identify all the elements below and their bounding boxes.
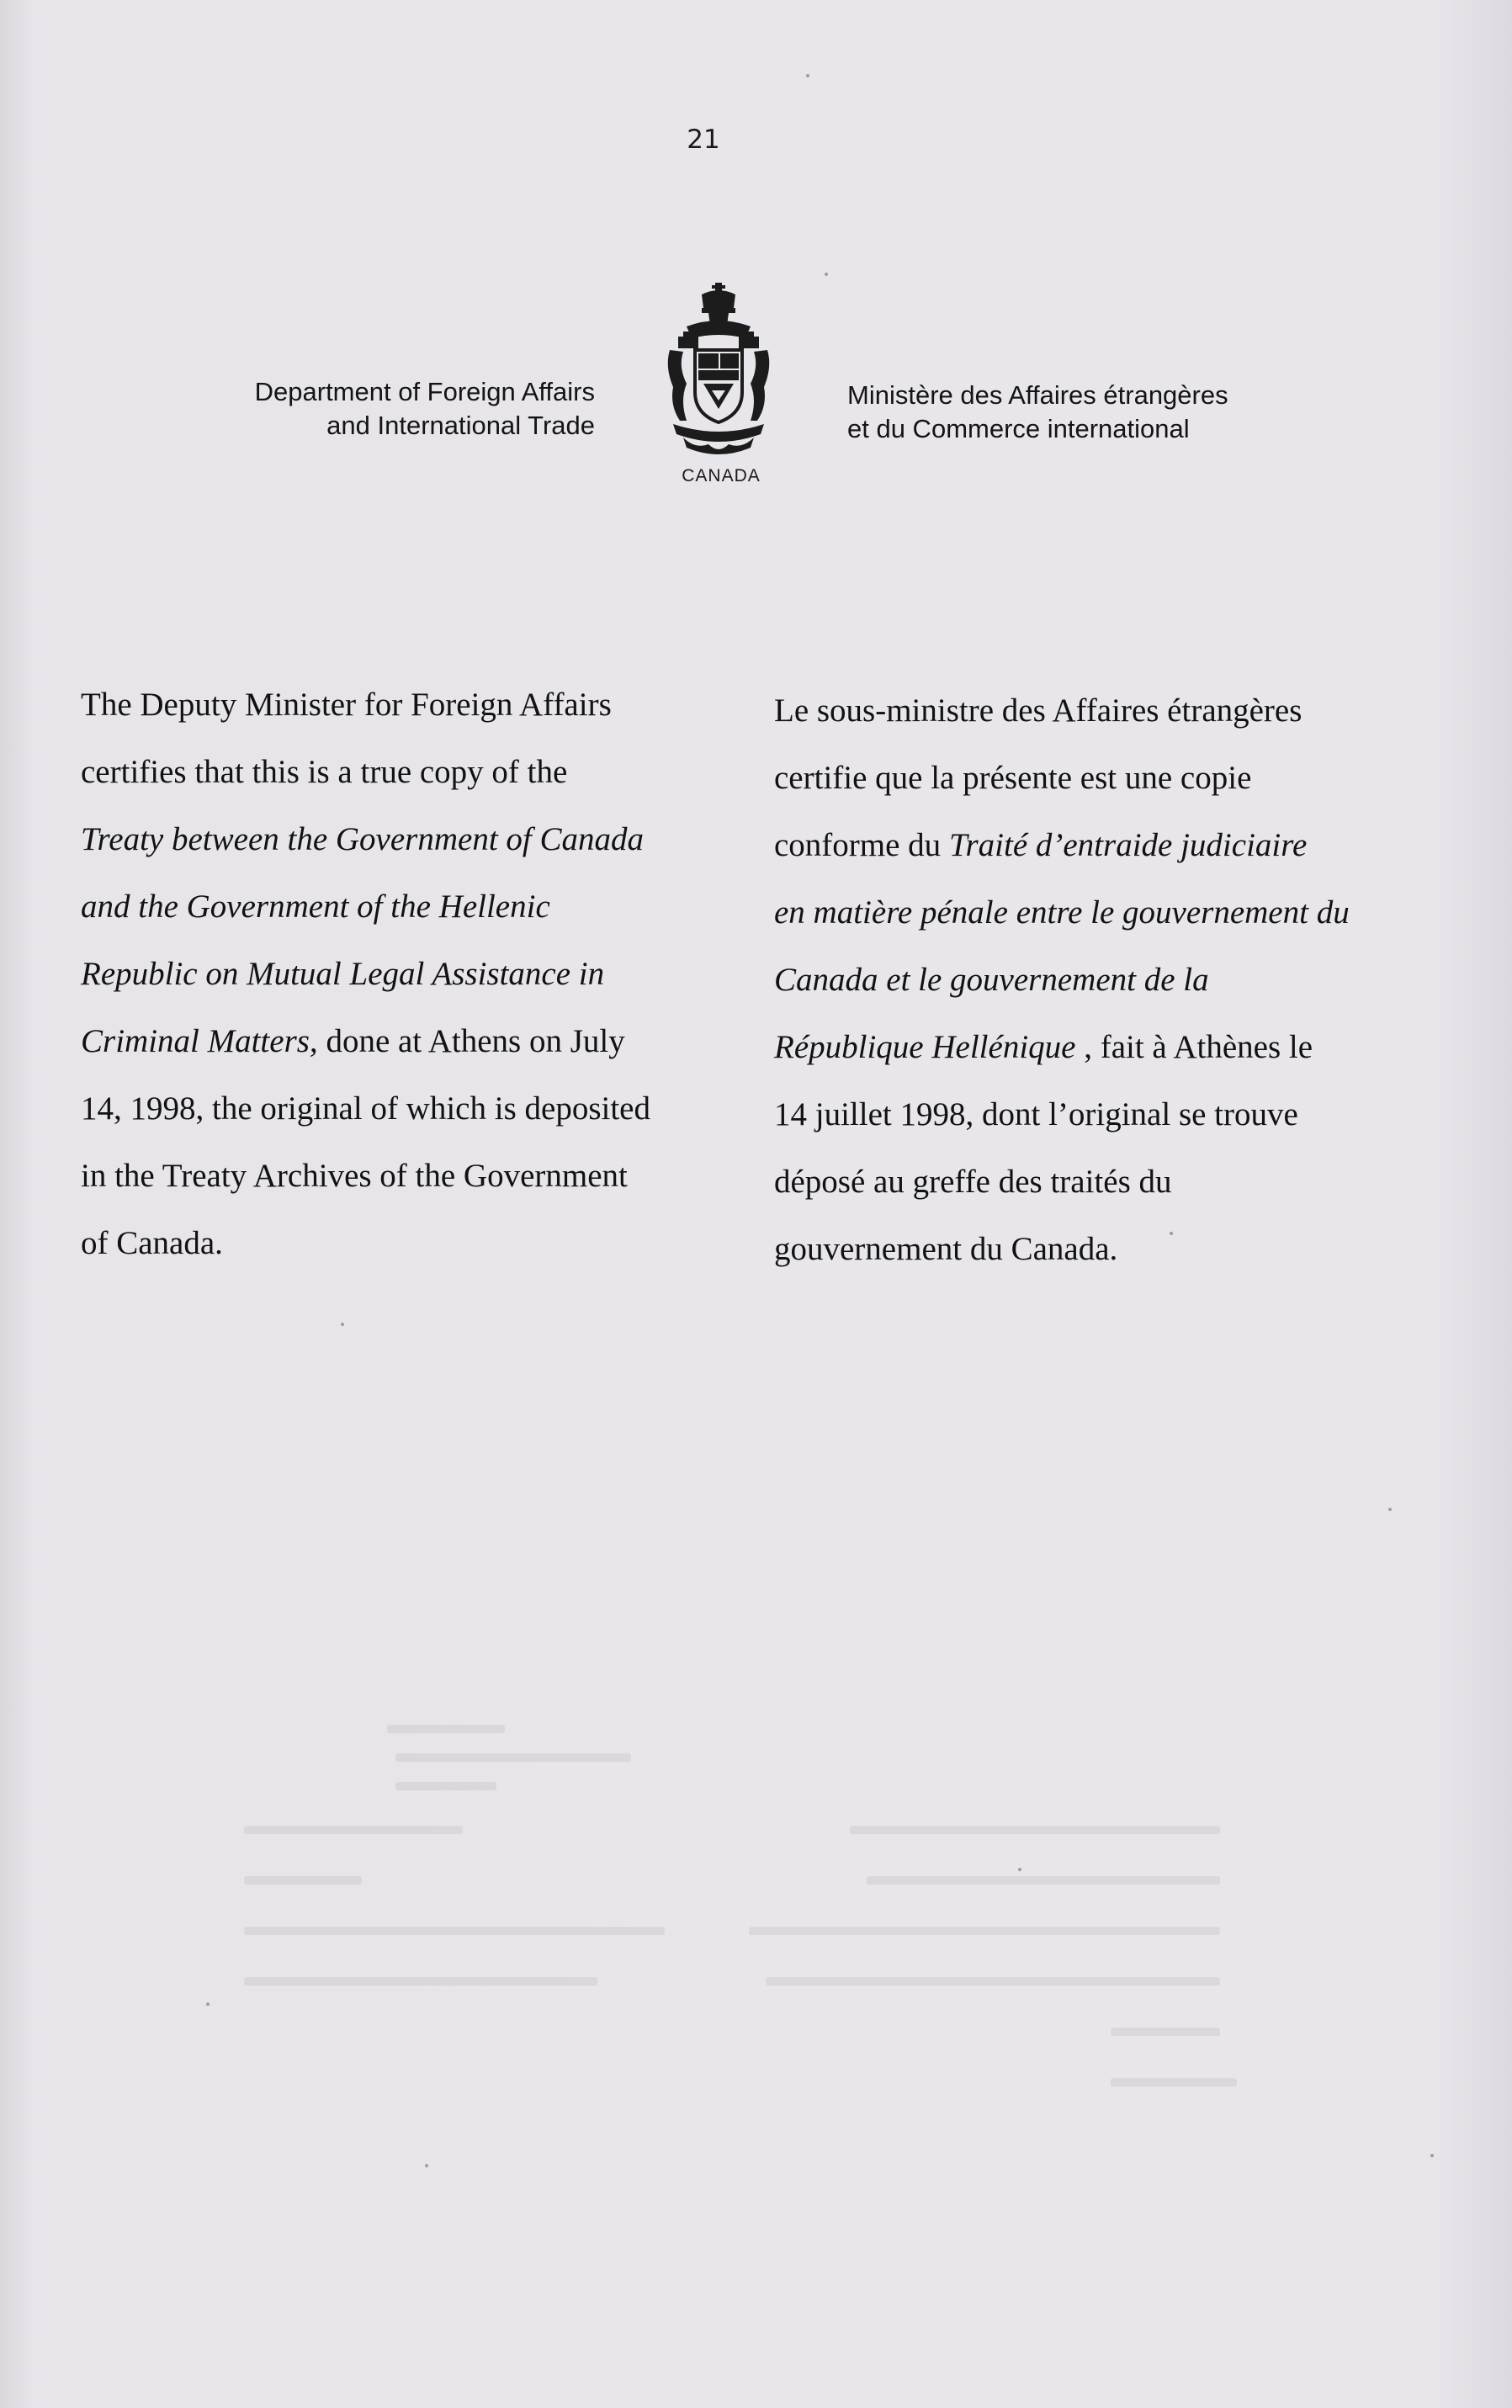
text-segment: in the Treaty Archives of the Government [81, 1158, 628, 1194]
text-segment: certifies that this is a true copy of the [81, 754, 568, 790]
text-line [81, 1075, 720, 1143]
text-line [81, 1008, 720, 1075]
text-segment: conforme du [774, 827, 949, 863]
text-line [81, 1143, 720, 1210]
page-number: 21 [687, 125, 720, 155]
text-line [774, 879, 1472, 947]
text-segment: , fait à Athènes le [1075, 1029, 1313, 1065]
text-segment: certifie que la présente est une copie [774, 760, 1252, 796]
canada-coat-of-arms-icon [661, 283, 776, 459]
treaty-title-segment: République Hellénique [774, 1029, 1076, 1065]
treaty-title-segment: Criminal Matters, [81, 1023, 318, 1059]
text-line [774, 947, 1472, 1014]
text-segment: gouvernement du Canada. [774, 1231, 1118, 1267]
text-segment: done at Athens on July [317, 1023, 625, 1059]
department-name-french [847, 379, 1228, 446]
department-line: Ministère des Affaires étrangères [847, 380, 1228, 410]
paper-speck [1430, 2154, 1434, 2157]
text-segment: Le sous-ministre des Affaires étrangères [774, 692, 1302, 729]
text-line [774, 1081, 1472, 1148]
text-line [81, 739, 720, 806]
text-segment: of Canada. [81, 1225, 223, 1261]
treaty-title-segment: Traité d’entraide judiciaire [948, 827, 1308, 863]
text-segment: déposé au greffe des traités du [774, 1164, 1172, 1200]
text-segment: 14, 1998, the original of which is deposited [81, 1090, 650, 1127]
paper-speck [806, 74, 809, 77]
department-line: and International Trade [326, 411, 595, 440]
text-line [81, 671, 720, 739]
text-line [774, 1014, 1472, 1081]
text-segment: 14 juillet 1998, dont l’original se trouve [774, 1096, 1298, 1132]
treaty-title-segment: en matière pénale entre le gouvernement du [774, 894, 1350, 931]
paper-speck [425, 2164, 428, 2167]
department-line: Department of Foreign Affairs [254, 377, 595, 406]
text-line [774, 1148, 1472, 1216]
paper-speck [341, 1323, 344, 1326]
treaty-title-segment: Treaty between the Government of Canada [81, 821, 645, 857]
paper-speck [1018, 1868, 1021, 1871]
bleed-through-text [244, 1716, 1321, 2103]
text-line [774, 812, 1472, 879]
paper-speck [825, 273, 828, 276]
crest-label: CANADA [682, 466, 761, 485]
text-line [774, 745, 1472, 812]
treaty-title-segment: Republic on Mutual Legal Assistance in [81, 956, 605, 992]
paper-speck [1170, 1232, 1173, 1235]
text-segment: The Deputy Minister for Foreign Affairs [81, 687, 612, 723]
paper-speck [206, 2002, 210, 2006]
department-name-english [255, 375, 595, 443]
text-line [774, 1216, 1472, 1283]
treaty-title-segment: Canada et le gouvernement de la [774, 962, 1209, 998]
certification-english [81, 671, 720, 1277]
text-line [81, 873, 720, 941]
text-line [774, 677, 1472, 745]
text-line [81, 806, 720, 873]
department-line: et du Commerce international [847, 414, 1190, 443]
text-line [81, 941, 720, 1008]
certification-french [774, 677, 1472, 1283]
paper-speck [1388, 1508, 1392, 1511]
treaty-title-segment: and the Government of the Hellenic [81, 888, 550, 925]
text-line [81, 1210, 720, 1277]
